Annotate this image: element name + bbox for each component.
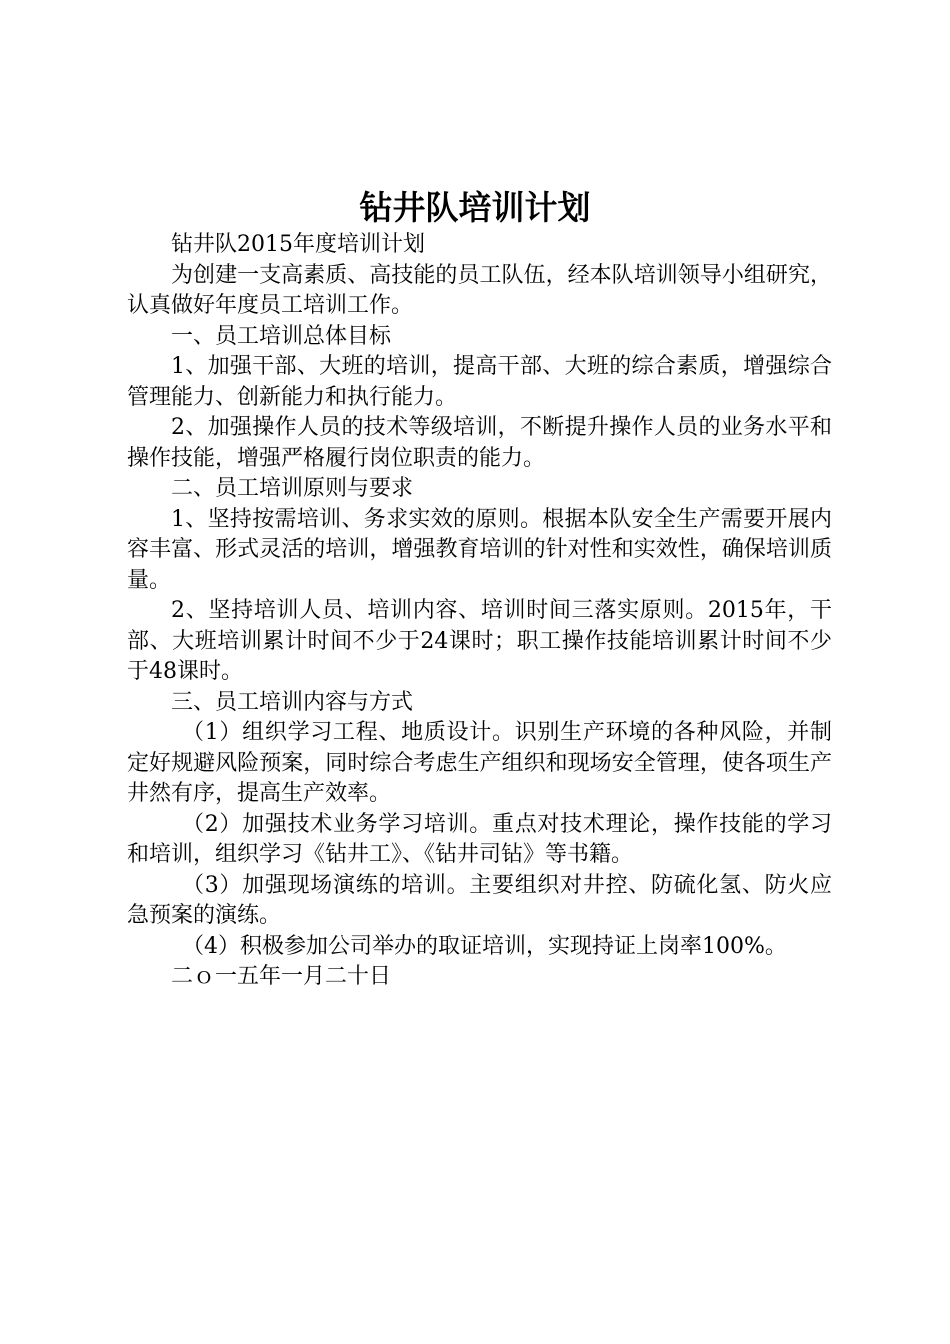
section-3-item-4: （4）积极参加公司举办的取证培训，实现持证上岗率100%。: [182, 933, 787, 959]
document-title: 钻井队培训计划: [359, 188, 591, 227]
section-2-item-2: 2、坚持培训人员、培训内容、培训时间三落实原则。2015年，干部、大班培训累计时间不少于24课时；职工操作技能培训累计时间不少于48课时。: [127, 598, 832, 684]
section-3-item-3: （3）加强现场演练的培训。主要组织对井控、防硫化氢、防火应急预案的演练。: [127, 872, 832, 928]
section-1-item-2: 2、加强操作人员的技术等级培训，不断提升操作人员的业务水平和操作技能，增强严格履行岗位职责的能力。: [127, 415, 832, 471]
intro-paragraph: 为创建一支高素质、高技能的员工队伍，经本队培训领导小组研究，认真做好年度员工培训工作。: [127, 262, 832, 318]
section-heading-3: 三、员工培训内容与方式: [171, 689, 414, 715]
section-heading-2: 二、员工培训原则与要求: [171, 476, 414, 501]
document-body: [127, 230, 832, 993]
section-1-item-1: 1、加强干部、大班的培训，提高干部、大班的综合素质，增强综合管理能力、创新能力和执行能力。: [127, 354, 832, 410]
document-date: 二ｏ一五年一月二十日: [171, 964, 392, 989]
section-3-item-2: （2）加强技术业务学习培训。重点对技术理论，操作技能的学习和培训，组织学习《钻井工》、《钻井司钻》等书籍。: [127, 811, 832, 867]
section-2-item-1: 1、坚持按需培训、务求实效的原则。根据本队安全生产需要开展内容丰富、形式灵活的培训，增强教育培训的针对性和实效性，确保培训质量。: [127, 506, 832, 593]
subtitle-paragraph: 钻井队2015年度培训计划: [171, 232, 425, 257]
section-heading-1: 一、员工培训总体目标: [171, 323, 392, 349]
section-3-item-1: （1）组织学习工程、地质设计。识别生产环境的各种风险，并制定好规避风险预案，同时综合考虑生产组织和现场安全管理，使各项生产井然有序，提高生产效率。: [127, 720, 832, 806]
